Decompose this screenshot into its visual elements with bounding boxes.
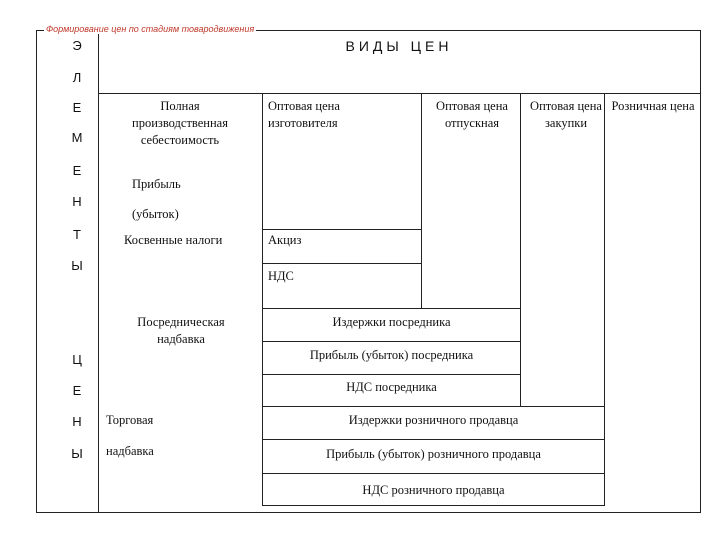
left-column-divider xyxy=(98,30,99,513)
vat-label: НДС xyxy=(268,269,294,283)
left-letter: Н xyxy=(72,194,82,209)
diagram-title: ВИДЫ ЦЕН xyxy=(345,38,453,54)
left-letter: Э xyxy=(72,38,82,53)
left-letter: Е xyxy=(72,383,82,398)
trade-markup-label: Торговая xyxy=(106,413,154,427)
intermediary-vat-label: НДС посредника xyxy=(346,380,437,394)
retailer-costs-label: Издержки розничного продавца xyxy=(348,413,519,427)
column-wholesale-release-price: Оптовая цена отпускная xyxy=(436,99,508,130)
left-letter: Л xyxy=(72,70,82,85)
column-full-cost: Полная производственная себестоимость xyxy=(132,99,228,147)
retailer-profit-label: Прибыль (убыток) розничного продавца xyxy=(326,447,541,461)
column-wholesale-purchase-price: Оптовая цена закупки xyxy=(530,99,602,130)
left-letter: Ы xyxy=(71,446,83,461)
retailer-vat-label: НДС розничного продавца xyxy=(362,483,505,497)
column-manufacturer-price: Оптовая цена изготовителя xyxy=(268,99,340,130)
profit-label: Прибыль xyxy=(132,177,181,191)
left-letter: М xyxy=(71,130,83,145)
indirect-taxes-label: Косвенные налоги xyxy=(124,233,223,247)
trade-markup-label-2: надбавка xyxy=(106,444,154,458)
release-price-box xyxy=(421,93,521,309)
left-letter: Т xyxy=(73,227,81,242)
left-letter: Н xyxy=(72,414,82,429)
diagram-caption: Формирование цен по стадиям товародвижения xyxy=(46,24,255,34)
left-letter: Ы xyxy=(71,258,83,273)
intermediary-markup-label: Посредническая надбавка xyxy=(137,315,225,346)
column-retail-price: Розничная цена xyxy=(611,99,695,113)
left-letter: Ц xyxy=(72,352,82,367)
excise-label: Акциз xyxy=(268,233,302,247)
intermediary-costs-label: Издержки посредника xyxy=(332,315,451,329)
left-letter: Е xyxy=(72,163,82,178)
left-letter: Е xyxy=(72,100,82,115)
intermediary-profit-label: Прибыль (убыток) посредника xyxy=(309,348,474,362)
purchase-price-box xyxy=(520,93,605,407)
profit-label-loss: (убыток) xyxy=(132,207,179,221)
